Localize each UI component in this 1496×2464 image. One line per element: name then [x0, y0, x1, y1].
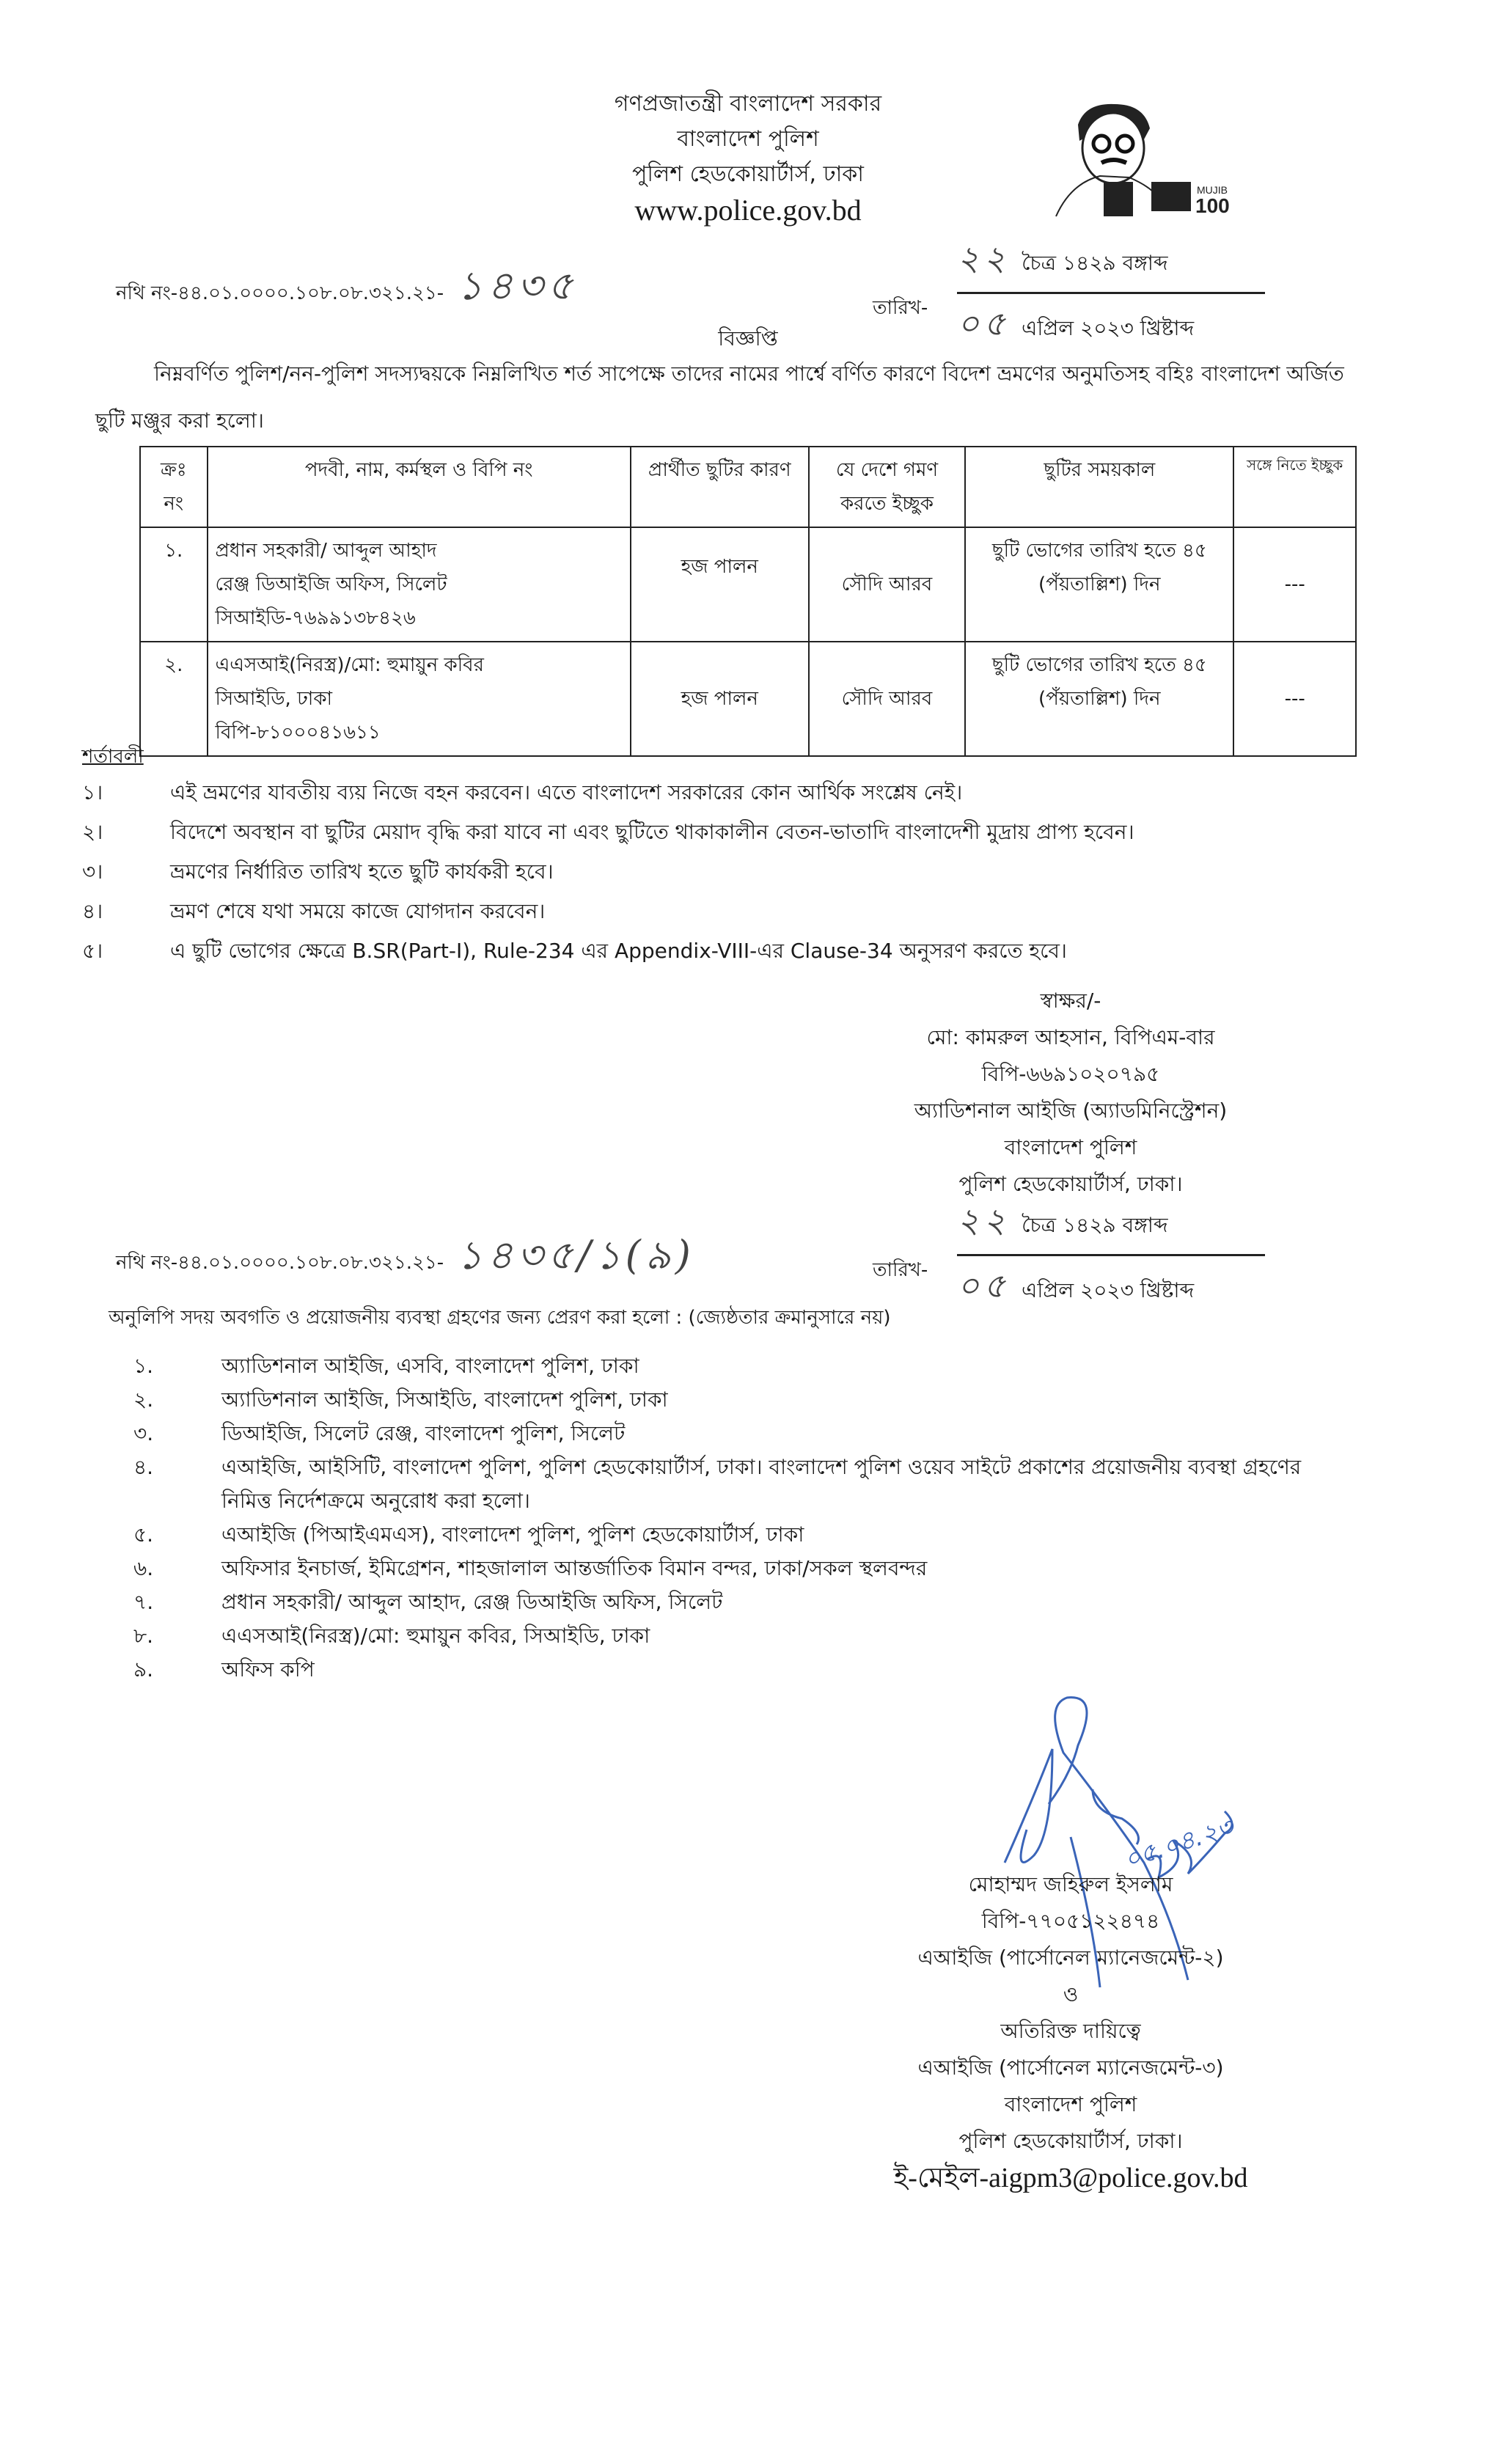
- bangla-date-day: ২২: [957, 1200, 1011, 1240]
- cc-text: এআইজি, আইসিটি, বাংলাদেশ পুলিশ, পুলিশ হেডকোয়ার্টার্স, ঢাকা। বাংলাদেশ পুলিশ ওয়েব সাইটে প্রকাশের প্রয়োজনীয় ব্যবস্থা গ্রহণের নিমিত্ত নির্দেশক্রমে অনুরোধ করা হলো।: [221, 1455, 1302, 1513]
- cc-number: ৩.: [133, 1421, 154, 1445]
- workplace-line: রেঞ্জ ডিআইজি অফিস, সিলেট: [215, 573, 447, 595]
- memo-number: [116, 255, 577, 321]
- cc-text: ডিআইজি, সিলেট রেঞ্জ, বাংলাদেশ পুলিশ, সিলেট: [221, 1421, 626, 1445]
- date-divider: [957, 292, 1265, 294]
- signatory-org: বাংলাদেশ পুলিশ: [1004, 1135, 1137, 1159]
- memo-number-copy: [116, 1225, 695, 1291]
- file-number-handwritten: ১৪৩৫: [457, 263, 578, 309]
- condition-item: [82, 813, 1343, 852]
- condition-number: ৫।: [82, 939, 103, 963]
- leave-table: [139, 446, 1357, 757]
- conditions-section: [82, 741, 1343, 971]
- cell-period: ছুটি ভোগের তারিখ হতে ৪৫ (পঁয়তাল্লিশ) দিন: [965, 642, 1233, 756]
- signatory-designation: এআইজি (পার্সোনেল ম্যানেজমেন্ট-২): [917, 1946, 1224, 1970]
- cc-number: ৯.: [133, 1657, 154, 1682]
- cell-reason: হজ পালন: [631, 527, 809, 642]
- bangla-date-month-year: চৈত্র ১৪২৯ বঙ্গাব্দ: [1022, 1213, 1168, 1237]
- date-divider: [957, 1254, 1265, 1256]
- file-number-label: নথি নং-৪৪.০১.০০০০.১০৮.০৮.৩২১.২১-: [116, 1252, 444, 1274]
- govt-name: গণপ্রজাতন্ত্রী বাংলাদেশ সরকার: [614, 91, 882, 117]
- condition-text: ভ্রমণ শেষে যথা সময়ে কাজে যোগদান করবেন।: [170, 899, 546, 923]
- svg-text:MUJIB: MUJIB: [1197, 184, 1228, 196]
- condition-number: ৩।: [82, 859, 103, 884]
- signatory-block-1: [807, 983, 1335, 1203]
- english-date-month-year: এপ্রিল ২০২৩ খ্রিষ্টাব্দ: [1022, 1278, 1195, 1302]
- signatory-org: বাংলাদেশ পুলিশ: [1004, 2092, 1137, 2116]
- condition-item: [82, 773, 1343, 813]
- cell-serial: ১.: [140, 527, 208, 642]
- org-name: বাংলাদেশ পুলিশ: [677, 126, 819, 152]
- signed-mark: স্বাক্ষর/-: [1040, 989, 1101, 1013]
- name-line: এএসআই(নিরস্ত্র)/মো: হুমায়ুন কবির: [215, 654, 484, 676]
- condition-item: [82, 852, 1343, 892]
- date-label: তারিখ-: [873, 1258, 928, 1281]
- file-number-label: নথি নং-৪৪.০১.০০০০.১০৮.০৮.৩২১.২১-: [116, 282, 444, 304]
- table-row: [140, 527, 1356, 642]
- signatory-bp: বিপি-৭৭০৫১২২৪৭৪: [981, 1909, 1160, 1933]
- condition-text: ভ্রমণের নির্ধারিত তারিখ হতে ছুটি কার্যকরী হবে।: [170, 859, 554, 884]
- conjunction: ও: [1063, 1982, 1079, 2006]
- notice-title: বিজ্ঞপ্তি: [718, 326, 778, 351]
- cc-number: ৪.: [133, 1455, 154, 1479]
- cc-item: [133, 1383, 1307, 1417]
- cc-number: ২.: [133, 1387, 154, 1412]
- signatory-bp: বিপি-৬৬৯১০২০৭৯৫: [981, 1062, 1160, 1086]
- cell-period: ছুটি ভোগের তারিখ হতে ৪৫ (পঁয়তাল্লিশ) দিন: [965, 527, 1233, 642]
- cc-text: প্রধান সহকারী/ আব্দুল আহাদ, রেঞ্জ ডিআইজি অফিস, সিলেট: [221, 1590, 723, 1614]
- memo-date: [873, 233, 1265, 354]
- date-label: তারিখ-: [873, 296, 928, 319]
- cc-number: ৮.: [133, 1624, 154, 1648]
- workplace-line: সিআইডি, ঢাকা: [215, 688, 333, 710]
- conditions-heading: শর্তাবলী: [82, 746, 144, 768]
- cc-item: [133, 1518, 1307, 1552]
- signatory-designation-2: এআইজি (পার্সোনেল ম্যানেজমেন্ট-৩): [917, 2056, 1224, 2080]
- signatory-office: পুলিশ হেডকোয়ার্টার্স, ঢাকা।: [958, 1172, 1183, 1196]
- signatory-office: পুলিশ হেডকোয়ার্টার্স, ঢাকা।: [958, 2129, 1183, 2153]
- signatory-name: মোহাম্মদ জহিরুল ইসলাম: [968, 1872, 1173, 1896]
- header-reason: প্রার্থীত ছুটির কারণ: [631, 447, 809, 527]
- english-date-day: ০৫: [957, 304, 1011, 343]
- cc-item: [133, 1552, 1307, 1585]
- table-row: [140, 642, 1356, 756]
- cc-number: ৫.: [133, 1522, 154, 1547]
- cc-item: [133, 1451, 1307, 1518]
- header-serial: ক্রঃ নং: [140, 447, 208, 527]
- portrait-logo-icon: [1034, 95, 1230, 220]
- cc-text: এএসআই(নিরস্ত্র)/মো: হুমায়ুন কবির, সিআইডি, ঢাকা: [221, 1624, 650, 1648]
- office-name: পুলিশ হেডকোয়ার্টার্স, ঢাকা: [631, 161, 864, 187]
- id-line: বিপি-৮১০০০৪১৬১১: [215, 722, 381, 744]
- website-link[interactable]: www.police.gov.bd: [634, 194, 862, 227]
- cc-number: ৭.: [133, 1590, 154, 1614]
- english-date-day: ০৫: [957, 1266, 1011, 1305]
- cell-reason: হজ পালন: [631, 642, 809, 756]
- cell-companion: ---: [1233, 642, 1356, 756]
- table-header-row: [140, 447, 1356, 527]
- svg-text:100: 100: [1195, 194, 1230, 217]
- header-name: পদবী, নাম, কর্মস্থল ও বিপি নং: [208, 447, 631, 527]
- signatory-block-2: [807, 1866, 1335, 2196]
- condition-text: এই ভ্রমণের যাবতীয় ব্যয় নিজে বহন করবেন। এতে বাংলাদেশ সরকারের কোন আর্থিক সংশ্লেষ নেই।: [170, 780, 963, 804]
- header-period: ছুটির সময়কাল: [965, 447, 1233, 527]
- cell-country: সৌদি আরব: [809, 527, 966, 642]
- cell-country: সৌদি আরব: [809, 642, 966, 756]
- condition-item: [82, 892, 1343, 931]
- bangla-date-month-year: চৈত্র ১৪২৯ বঙ্গাব্দ: [1022, 251, 1168, 275]
- additional-charge: অতিরিক্ত দায়িত্বে: [1000, 2019, 1141, 2043]
- cc-item: [133, 1619, 1307, 1653]
- cc-item: [133, 1349, 1307, 1383]
- cc-number: ১.: [133, 1354, 154, 1378]
- cell-name: [208, 527, 631, 642]
- condition-number: ৪।: [82, 899, 103, 923]
- cc-text: অ্যাডিশনাল আইজি, এসবি, বাংলাদেশ পুলিশ, ঢাকা: [221, 1354, 639, 1378]
- english-date-month-year: এপ্রিল ২০২৩ খ্রিষ্টাব্দ: [1022, 316, 1195, 340]
- cc-item: [133, 1585, 1307, 1619]
- cell-name: [208, 642, 631, 756]
- condition-text: এ ছুটি ভোগের ক্ষেত্রে B.SR(Part-I), Rule-234 এর Appendix-VIII-এর Clause-34 অনুসরণ করতে হবে।: [170, 939, 1067, 963]
- signatory-name: মো: কামরুল আহসান, বিপিএম-বার: [926, 1025, 1215, 1049]
- cc-text: এআইজি (পিআইএমএস), বাংলাদেশ পুলিশ, পুলিশ হেডকোয়ার্টার্স, ঢাকা: [221, 1522, 804, 1547]
- condition-text: বিদেশে অবস্থান বা ছুটির মেয়াদ বৃদ্ধি করা যাবে না এবং ছুটিতে থাকাকালীন বেতন-ভাতাদি বাংলাদেশী মুদ্রায় প্রাপ্য হবেন।: [170, 820, 1134, 844]
- mujib-100-logo: [1034, 95, 1230, 220]
- cell-serial: ২.: [140, 642, 208, 756]
- cc-list: [133, 1349, 1307, 1687]
- condition-item: [82, 931, 1343, 971]
- cc-text: অফিস কপি: [221, 1657, 315, 1682]
- condition-number: ১।: [82, 780, 103, 804]
- cc-intro: অনুলিপি সদয় অবগতি ও প্রয়োজনীয় ব্যবস্থা গ্রহণের জন্য প্রেরণ করা হলো : (জ্যেষ্ঠতার ক্রমানুসারে নয়): [109, 1307, 891, 1329]
- bangla-date-day: ২২: [957, 238, 1011, 278]
- condition-number: ২।: [82, 820, 103, 844]
- memo-date-copy: [873, 1195, 1265, 1316]
- name-line: প্রধান সহকারী/ আব্দুল আহাদ: [215, 540, 437, 562]
- cc-text: অ্যাডিশনাল আইজি, সিআইডি, বাংলাদেশ পুলিশ, ঢাকা: [221, 1387, 668, 1412]
- signatory-designation: অ্যাডিশনাল আইজি (অ্যাডমিনিস্ট্রেশন): [914, 1099, 1228, 1123]
- cc-text: অফিসার ইনচার্জ, ইমিগ্রেশন, শাহজালাল আন্তর্জাতিক বিমান বন্দর, ঢাকা/সকল স্থলবন্দর: [221, 1556, 928, 1580]
- signature-date: ০৫.০৪.২৩: [1121, 1812, 1238, 1875]
- cc-number: ৬.: [133, 1556, 154, 1580]
- cc-item: [133, 1653, 1307, 1687]
- notice-intro: নিম্নবর্ণিত পুলিশ/নন-পুলিশ সদস্যদ্বয়কে নিম্নলিখিত শর্ত সাপেক্ষে তাদের নামের পার্শ্বে বর্ণিত কারণে বিদেশ ভ্রমণের অনুমতিসহ বহিঃ বাংলাদেশ অর্জিত ছুটি মঞ্জুর করা হলো।: [95, 362, 1344, 433]
- header-country: যে দেশে গমণ করতে ইচ্ছুক: [809, 447, 966, 527]
- file-number-handwritten: ১৪৩৫/১(৯): [457, 1232, 695, 1278]
- header-companion: সঙ্গে নিতে ইচ্ছুক: [1233, 447, 1356, 527]
- id-line: সিআইডি-৭৬৯৯১৩৮৪২৬: [215, 607, 416, 629]
- cc-item: [133, 1417, 1307, 1451]
- email-link[interactable]: ই-মেইল-aigpm3@police.gov.bd: [893, 2163, 1248, 2193]
- cell-companion: ---: [1233, 527, 1356, 642]
- letterhead: [469, 87, 1027, 229]
